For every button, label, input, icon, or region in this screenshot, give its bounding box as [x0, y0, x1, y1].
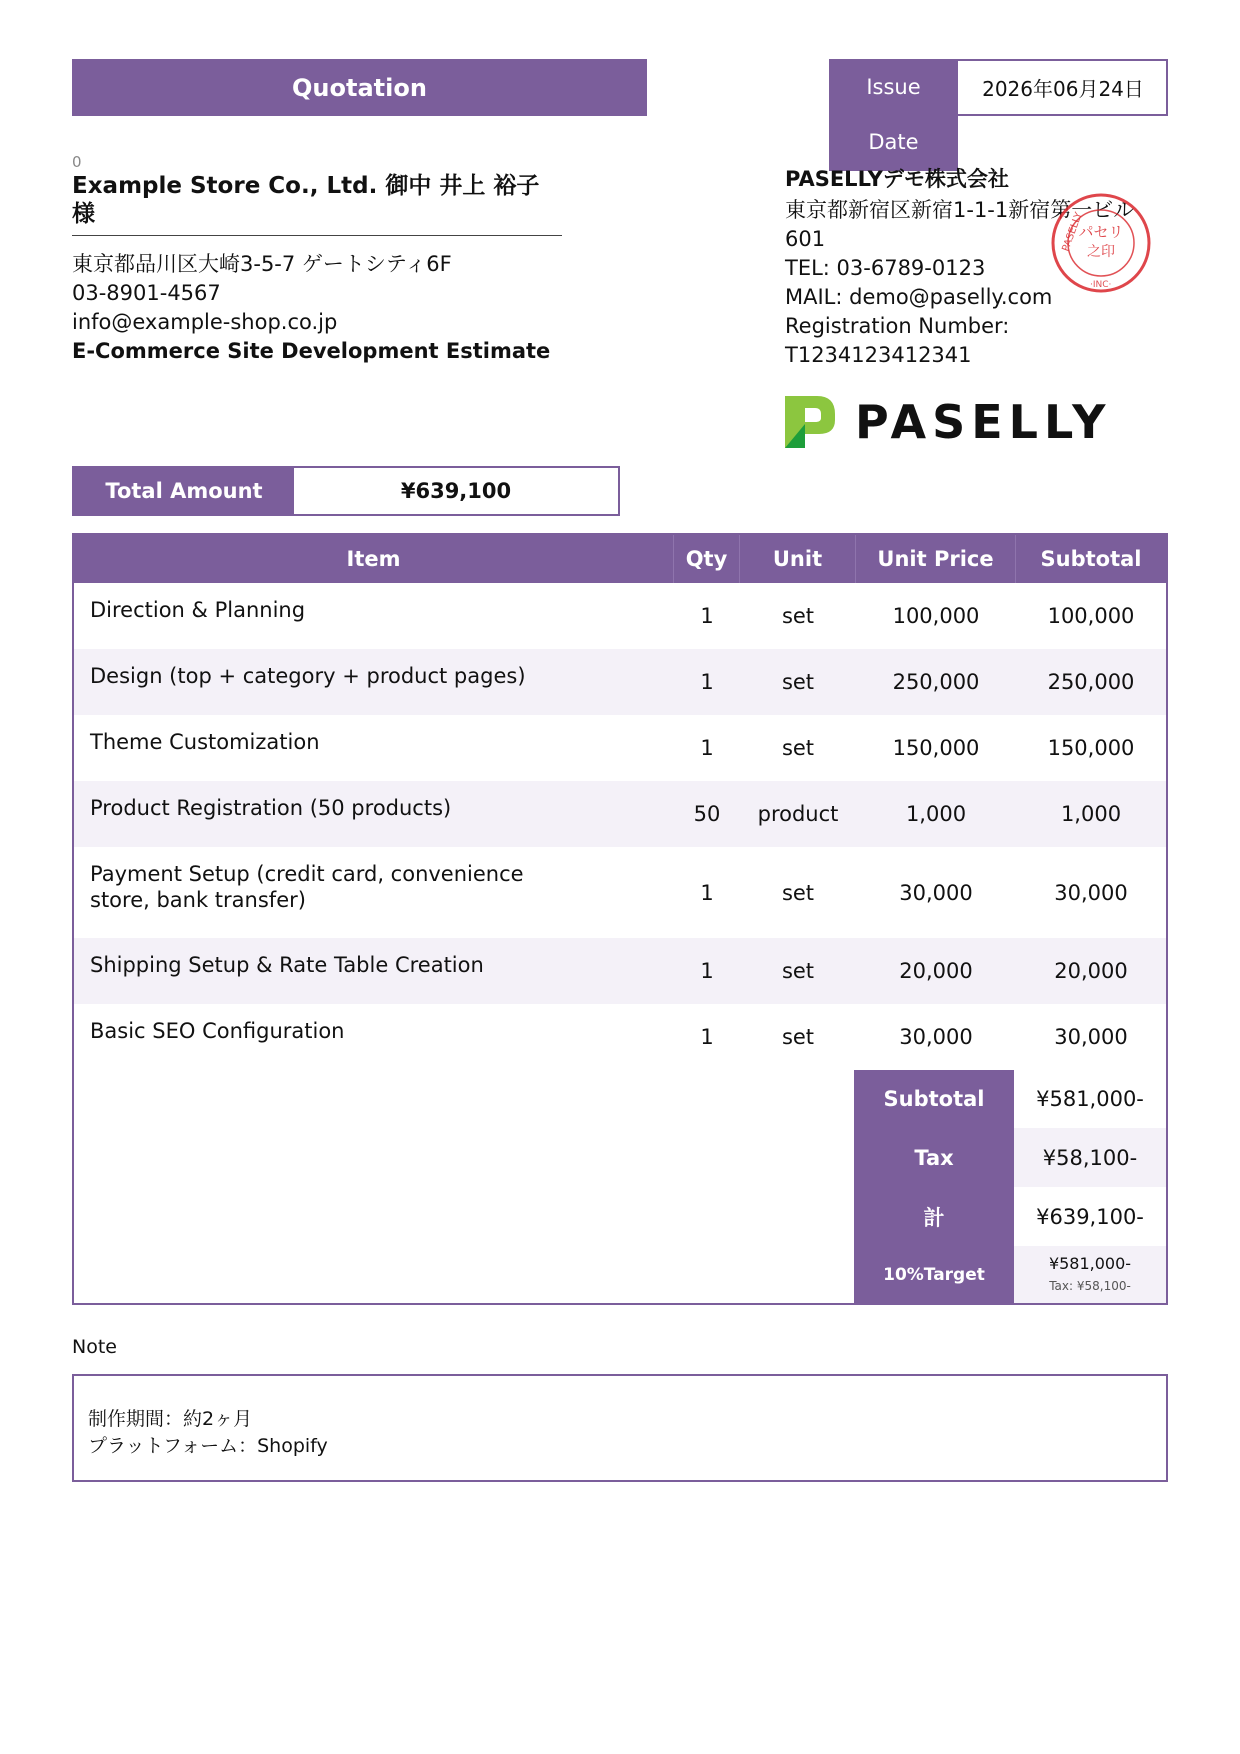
table-row [74, 715, 1166, 781]
quotation-subject: E-Commerce Site Development Estimate [72, 339, 551, 363]
company-name: PASELLYデモ株式会社 [785, 167, 1009, 191]
summary-tax-value: ¥58,100- [1014, 1128, 1166, 1187]
company-address: 東京都新宿区新宿1-1-1新宿第一ビル [785, 198, 1135, 222]
summary-target-cell [1014, 1246, 1166, 1303]
cell-unit-price: 1,000 [905, 802, 967, 826]
cell-unit: set [781, 1025, 815, 1049]
summary-target-tax: Tax: ¥58,100- [1049, 1278, 1131, 1293]
header-item: Item [74, 535, 674, 583]
summary-subtotal-label: Subtotal [854, 1070, 1014, 1128]
cell-qty: 1 [700, 604, 714, 628]
summary-target-label: 10%Target [854, 1246, 1014, 1303]
cell-unit: set [781, 604, 815, 628]
summary-total-label: 計 [854, 1187, 1014, 1246]
issue-label-line-1: Issue [866, 75, 921, 99]
issue-label-line-2: Date [868, 130, 919, 154]
cell-qty: 1 [700, 959, 714, 983]
summary-subtotal-row [854, 1070, 1166, 1128]
header-subtotal: Subtotal [1040, 547, 1142, 571]
note-box [72, 1374, 1168, 1482]
total-amount-value: ¥639,100 [400, 479, 512, 503]
svg-text:之印: 之印 [1087, 244, 1115, 260]
header-unit-price: Unit Price [856, 535, 1016, 583]
cell-item: Payment Setup (credit card, convenience store, bank transfer) [90, 862, 524, 912]
table-header [74, 535, 1166, 583]
company-logo [783, 390, 1123, 450]
cell-item: Product Registration (50 products) [90, 796, 452, 820]
customer-code: 0 [72, 153, 82, 171]
table-row [74, 847, 1166, 938]
cell-qty: 50 [693, 802, 721, 826]
cell-subtotal: 30,000 [1054, 880, 1128, 905]
table-row [74, 583, 1166, 649]
cell-unit-price: 30,000 [899, 1025, 973, 1049]
issue-date-label [829, 59, 958, 171]
header-qty: Qty [674, 535, 740, 583]
table-row [74, 1004, 1166, 1070]
cell-item: Design (top + category + product pages) [90, 664, 526, 688]
table-row [74, 781, 1166, 847]
cell-unit-price: 250,000 [892, 670, 980, 694]
cell-unit-price: 150,000 [892, 736, 980, 760]
cell-subtotal: 150,000 [1047, 736, 1135, 760]
cell-subtotal: 250,000 [1047, 670, 1135, 694]
cell-unit: set [781, 736, 815, 760]
customer-email: info@example-shop.co.jp [72, 310, 338, 334]
cell-unit: set [781, 880, 815, 905]
cell-unit-price: 100,000 [892, 604, 980, 628]
header-unit: Unit [740, 535, 856, 583]
cell-subtotal: 100,000 [1047, 604, 1135, 628]
svg-text:·INC·: ·INC· [1090, 280, 1112, 290]
note-line-1: 制作期間：約2ヶ月 [88, 1408, 253, 1430]
cell-qty: 1 [700, 670, 714, 694]
cell-unit: set [781, 959, 815, 983]
table-row [74, 938, 1166, 1004]
cell-subtotal: 1,000 [1060, 802, 1122, 826]
customer-tel: 03-8901-4567 [72, 281, 221, 305]
note-label: Note [72, 1336, 117, 1358]
total-amount-box [72, 466, 620, 516]
company-tel: TEL: 03-6789-0123 [785, 256, 986, 280]
cell-item: Shipping Setup & Rate Table Creation [90, 953, 484, 977]
cell-qty: 1 [700, 880, 714, 905]
summary-total-value: ¥639,100- [1036, 1204, 1144, 1229]
company-mail: MAIL: demo@paselly.com [785, 285, 1053, 309]
cell-qty: 1 [700, 736, 714, 760]
cell-subtotal: 20,000 [1054, 959, 1128, 983]
total-amount-label: Total Amount [74, 468, 294, 514]
cell-unit-price: 30,000 [899, 880, 973, 905]
cell-subtotal: 30,000 [1054, 1025, 1128, 1049]
svg-text:パセリ: パセリ [1078, 223, 1124, 241]
table-row [74, 649, 1166, 715]
summary-tax-label: Tax [854, 1128, 1014, 1187]
svg-text:PASELLY: PASELLY [855, 395, 1112, 449]
cell-item: Basic SEO Configuration [90, 1019, 345, 1043]
summary-total-row [854, 1187, 1166, 1246]
cell-qty: 1 [700, 1025, 714, 1049]
registration-number: T1234123412341 [785, 343, 972, 367]
registration-label: Registration Number: [785, 314, 1010, 338]
company-seal-stamp [1050, 192, 1152, 294]
cell-unit-price: 20,000 [899, 959, 973, 983]
customer-address: 東京都品川区大崎3-5-7 ゲートシティ6F [72, 252, 452, 276]
cell-unit: set [781, 670, 815, 694]
cell-item: Theme Customization [90, 730, 320, 754]
summary-target-value: ¥581,000- [1048, 1253, 1132, 1273]
summary-tax-row [854, 1128, 1166, 1187]
svg-text:PASELLY: PASELLY [1060, 210, 1085, 254]
note-line-2: プラットフォーム：Shopify [88, 1435, 328, 1457]
customer-name: Example Store Co., Ltd. 御中 井上 裕子 様 [72, 173, 540, 227]
customer-details [72, 250, 550, 366]
company-address-room: 601 [785, 227, 826, 251]
items-table [72, 533, 1168, 1305]
customer-underline [72, 235, 562, 236]
cell-item: Direction & Planning [90, 598, 306, 622]
cell-unit: product [757, 802, 839, 826]
document-title: Quotation [72, 59, 647, 116]
issue-date-value: 2026年06月24日 [982, 77, 1144, 101]
summary-subtotal-value: ¥581,000- [1036, 1087, 1144, 1111]
summary-tax-target-row [854, 1246, 1166, 1303]
